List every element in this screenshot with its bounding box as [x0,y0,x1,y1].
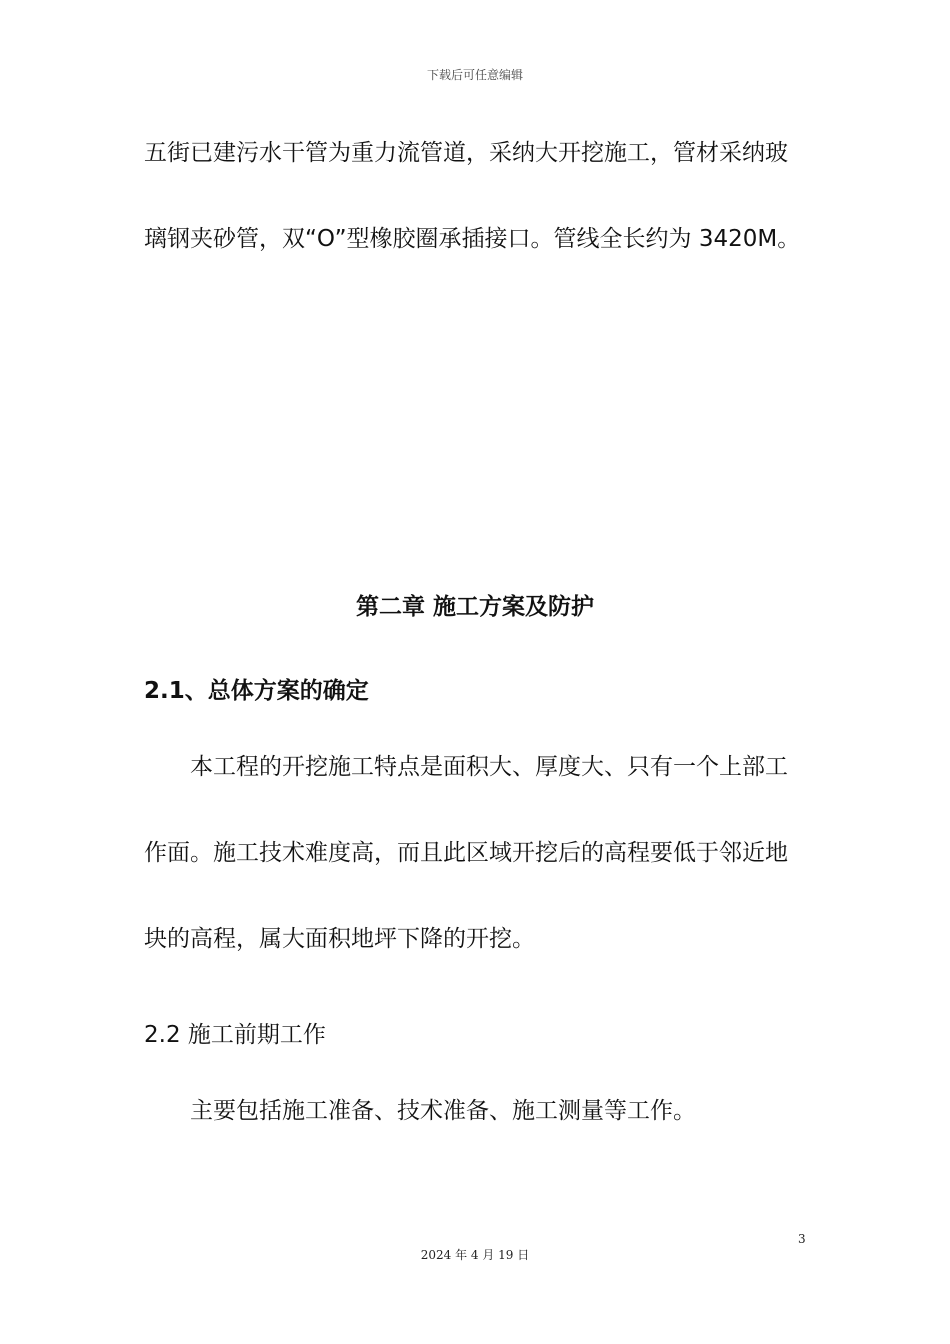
paragraph-line: 主要包括施工准备、技术准备、施工测量等工作。 [190,1098,696,1124]
section-heading-2-2: 2.2 施工前期工作 [144,1022,326,1048]
footer-date: 2024 年 4 月 19 日 [420,1248,530,1262]
paragraph-line: 本工程的开挖施工特点是面积大、厚度大、只有一个上部工 [190,754,788,780]
page-header: 下载后可任意编辑 [426,68,523,82]
chapter-title: 第二章 施工方案及防护 [355,594,594,620]
paragraph-line: 璃钢夹砂管，双“O”型橡胶圈承插接口。管线全长约为 3420M。 [144,226,801,252]
page-number: 3 [798,1232,806,1246]
paragraph-line: 作面。施工技术难度高，而且此区域开挖后的高程要低于邻近地 [144,840,788,866]
paragraph-line: 五街已建污水干管为重力流管道，采纳大开挖施工，管材采纳玻 [144,140,788,166]
section-heading-2-1: 2.1、总体方案的确定 [144,678,369,704]
paragraph-line: 块的高程，属大面积地坪下降的开挖。 [144,926,535,952]
